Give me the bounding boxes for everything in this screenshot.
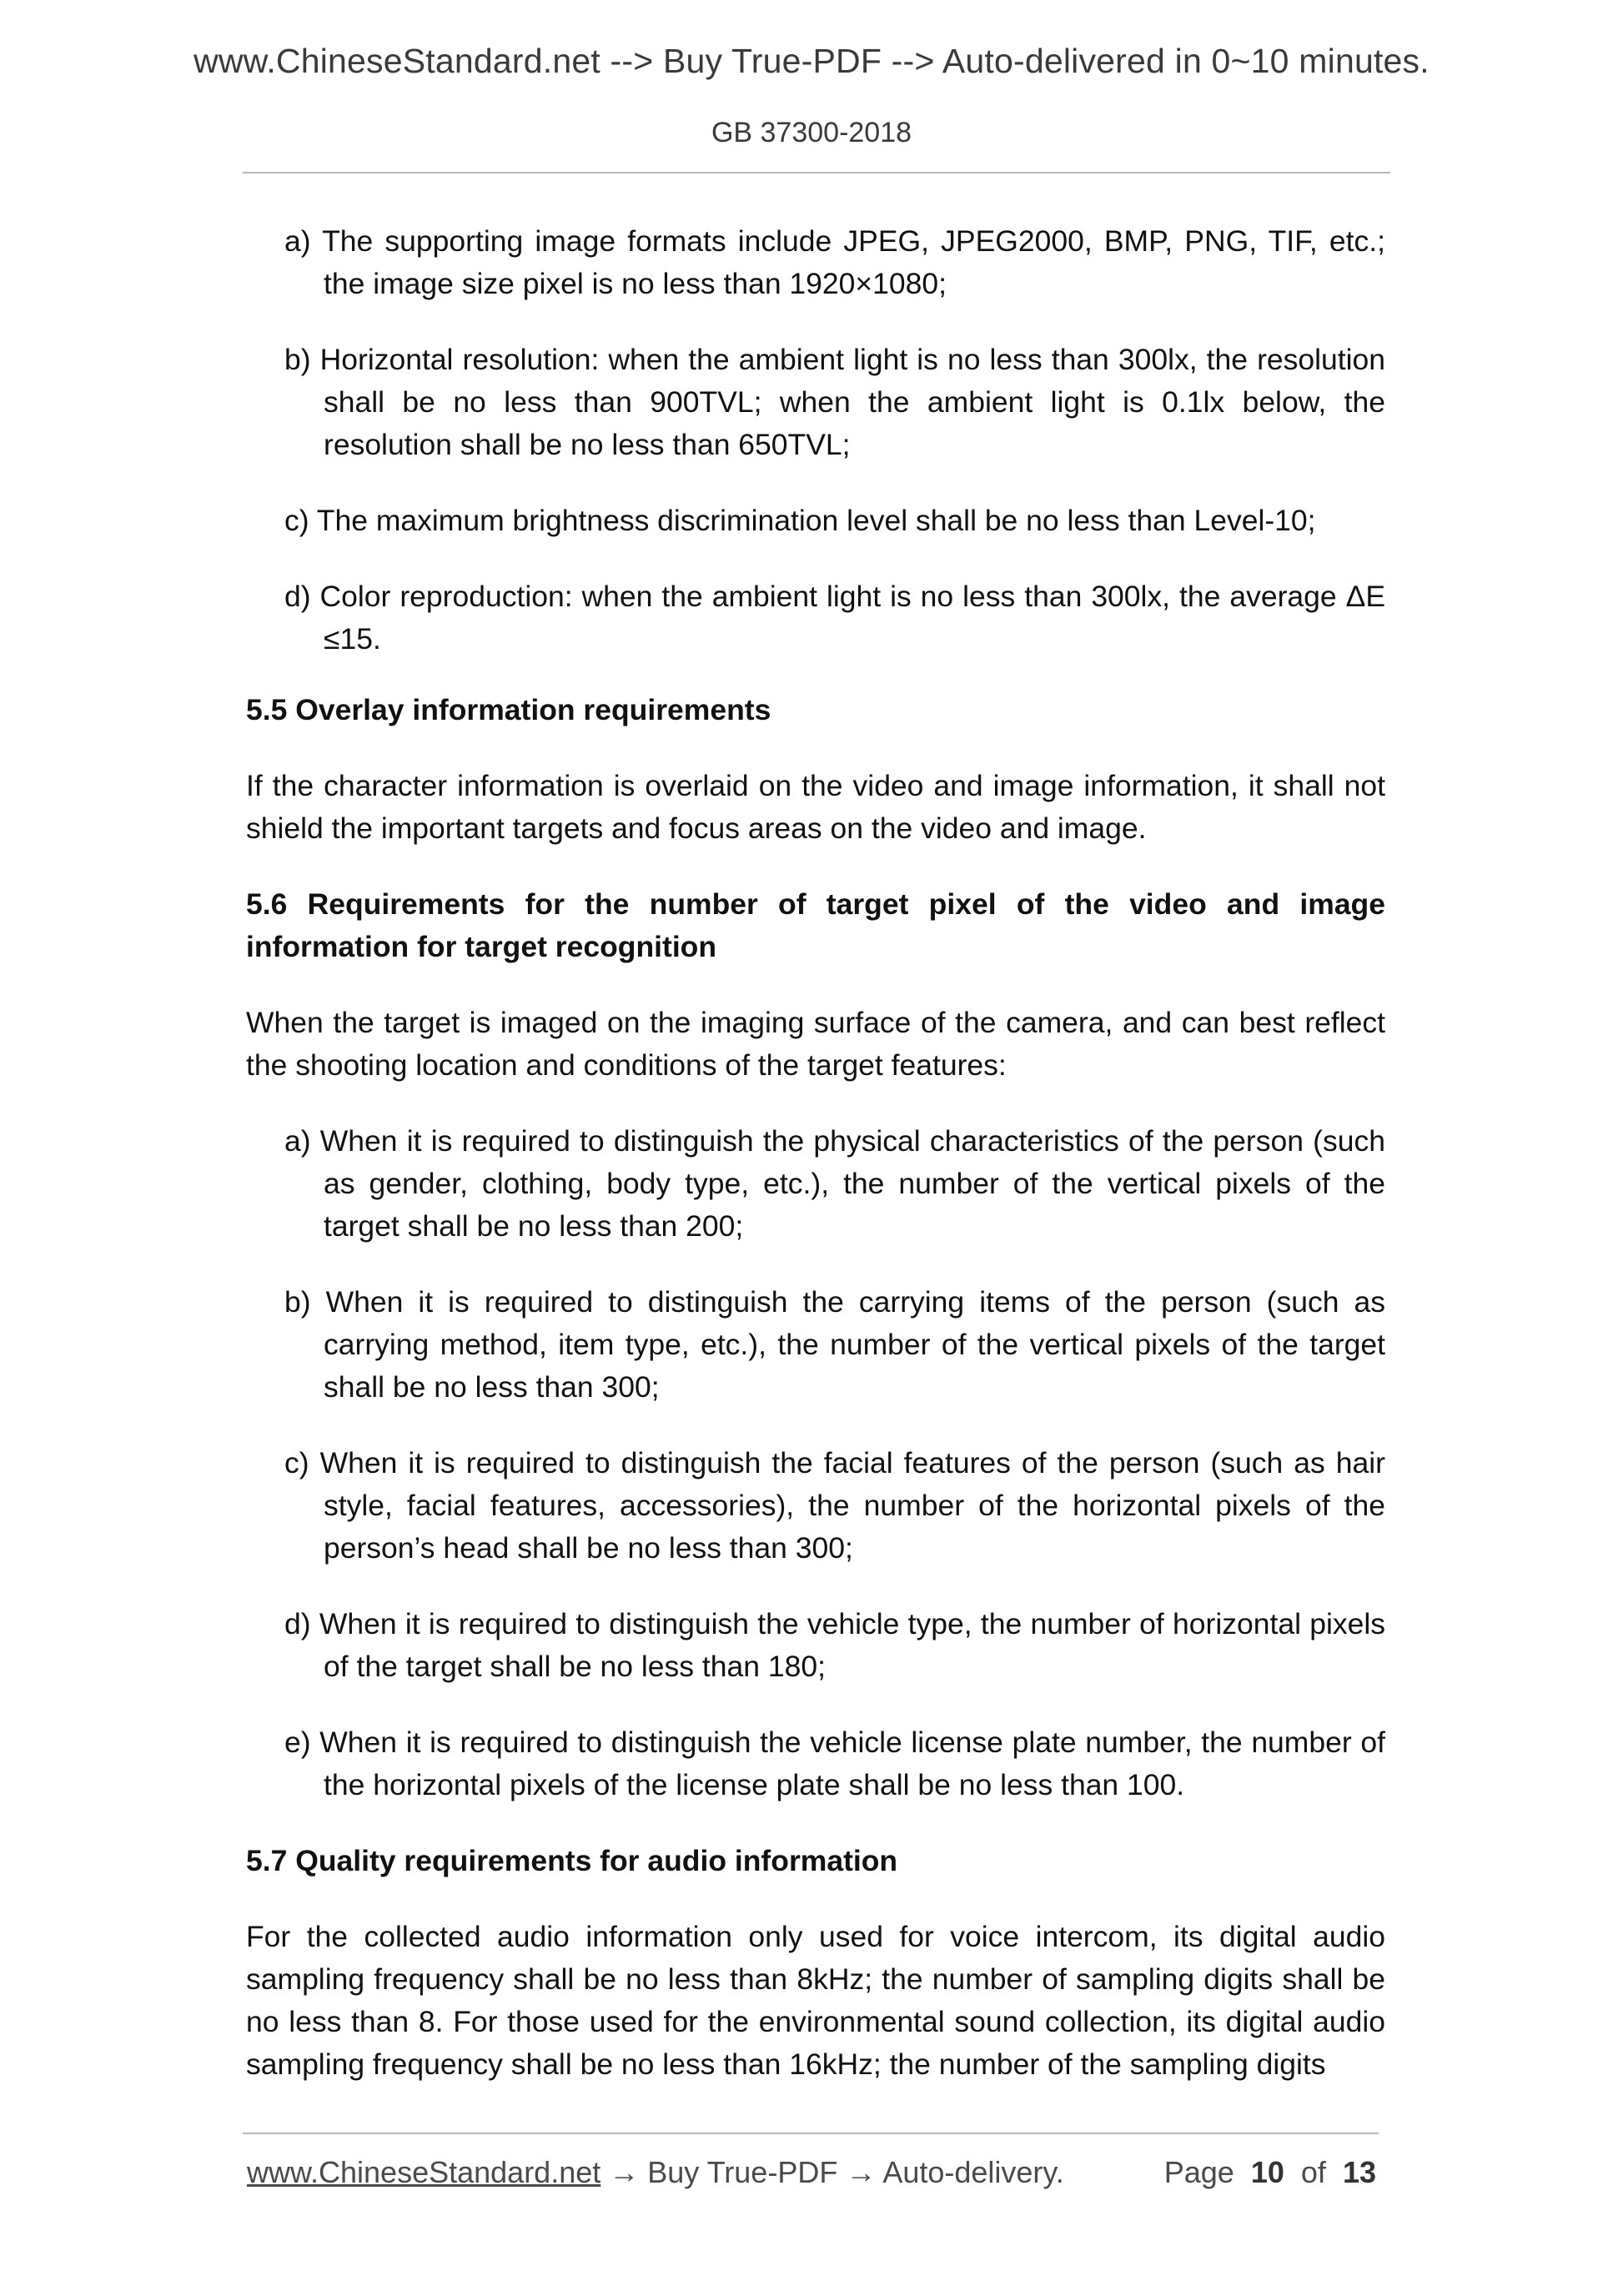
list-item: b) When it is required to distinguish the carrying items of the person (such as carrying method, item type, etc.), the number of the vertical pixels of the target shall be no less than 300; xyxy=(284,1285,1385,1404)
list-item: a) When it is required to distinguish the physical characteristics of the person (such as gender, clothing, body type, etc.), the number of the vertical pixels of the target shall be no less than 200; xyxy=(284,1124,1385,1243)
section-paragraph: For the collected audio information only used for voice intercom, its digital audio sampling frequency shall be no less than 8kHz; the number of sampling digits shall be no less than 8. For those used for the environmental sound collection, its digital audio sampling frequency shall be no less than 16kHz; the number of the sampling digits xyxy=(246,1920,1385,2081)
page-label: Page xyxy=(1163,2155,1234,2189)
site-link[interactable]: www.ChineseStandard.net xyxy=(247,2155,601,2189)
section-heading: 5.5 Overlay information requirements xyxy=(246,693,771,726)
footer-tagline: → Buy True-PDF → Auto-delivery. xyxy=(600,2155,1064,2189)
section-heading: 5.6 Requirements for the number of target pixel of the video and image information for target recognition xyxy=(246,887,1385,963)
document-body xyxy=(246,220,1385,2119)
page-total: 13 xyxy=(1342,2155,1376,2189)
section-paragraph: When the target is imaged on the imaging surface of the camera, and can best reflect the shooting location and conditions of the target features: xyxy=(246,1006,1385,1082)
list-item: b) Horizontal resolution: when the ambient light is no less than 300lx, the resolution shall be no less than 900TVL; when the ambient light is 0.1lx below, the resolution shall be no less than 650TVL; xyxy=(284,343,1385,461)
page-indicator xyxy=(1164,2155,1376,2190)
list-item: e) When it is required to distinguish the vehicle license plate number, the number of the horizontal pixels of the license plate shall be no less than 100. xyxy=(284,1726,1385,1801)
list-item: c) When it is required to distinguish the facial features of the person (such as hair style, facial features, accessories), the number of the horizontal pixels of the person’s head shall be no less than 300; xyxy=(284,1446,1385,1565)
list-item: a) The supporting image formats include JPEG, JPEG2000, BMP, PNG, TIF, etc.; the image size pixel is no less than 1920×1080; xyxy=(284,224,1385,300)
page-of-label: of xyxy=(1300,2155,1326,2189)
list-item: c) The maximum brightness discrimination level shall be no less than Level-10; xyxy=(284,504,1316,537)
list-item: d) Color reproduction: when the ambient light is no less than 300lx, the average ΔE ≤15. xyxy=(284,580,1385,656)
page-current: 10 xyxy=(1250,2155,1284,2189)
section-paragraph: If the character information is overlaid on the video and image information, it shall not shield the important targets and focus areas on the video and image. xyxy=(246,769,1385,845)
list-item: d) When it is required to distinguish the vehicle type, the number of horizontal pixels of the target shall be no less than 180; xyxy=(284,1607,1385,1683)
footer-divider xyxy=(243,2133,1379,2134)
top-banner: www.ChineseStandard.net --> Buy True-PDF --> Auto-delivered in 0~10 minutes. xyxy=(193,42,1430,80)
section-heading: 5.7 Quality requirements for audio information xyxy=(246,1844,898,1877)
document-id: GB 37300-2018 xyxy=(711,117,912,148)
footer-promo xyxy=(247,2155,1064,2190)
header-divider xyxy=(243,172,1390,173)
